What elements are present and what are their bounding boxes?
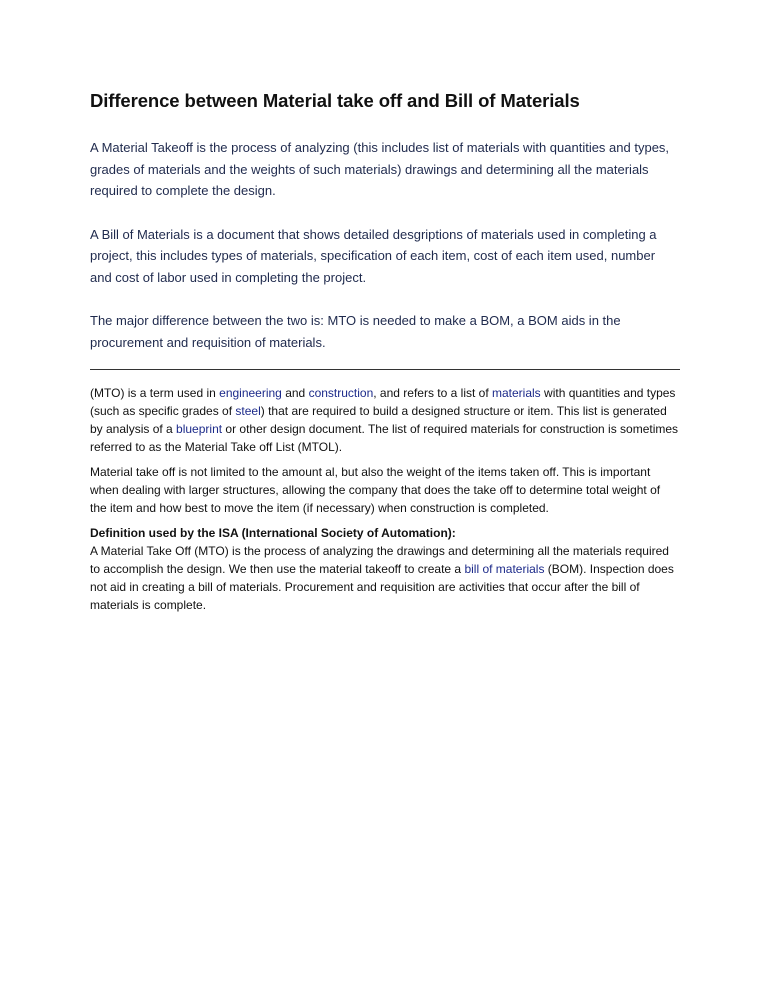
steel-link[interactable]: steel	[235, 404, 261, 418]
construction-link[interactable]: construction	[308, 386, 374, 400]
bom-definition-paragraph: A Bill of Materials is a document that shows detailed desgriptions of materials used in completing a project, this includes types of materials, specification of each item, cost of each item used, number and cost of labor used in completing the project.	[90, 226, 657, 285]
document-title: Difference between Material take off and Bill of Materials	[90, 90, 580, 111]
materials-link[interactable]: materials	[492, 386, 541, 400]
mto-text-b: and	[281, 386, 309, 400]
major-difference-paragraph: The major difference between the two is: MTO is needed to make a BOM, a BOM aids in the procurement and requisition of materials.	[90, 313, 621, 350]
takeoff-definition-paragraph: A Material Takeoff is the process of analyzing (this includes list of materials with quantities and types, grades of materials and the weights of such materials) drawings and determining all the materials required to complete the design.	[90, 140, 670, 198]
mto-term-paragraph	[90, 384, 680, 456]
isa-text-b: (BOM). Inspection does not aid in creating a bill of materials. Procurement and requisition are activities that occur after the bill of materials is complete.	[90, 562, 674, 612]
mto-text-c: , and refers to a list of	[373, 386, 492, 400]
mto-text-f: or other design document. The list of required materials for construction is sometimes referred to as the Material Take off List (MTOL).	[90, 422, 679, 454]
weight-paragraph: Material take off is not limited to the amount al, but also the weight of the items taken off. This is important when dealing with larger structures, allowing the company that does the take off to determine total weight of the item and how best to move the item (if necessary) when construction is completed.	[90, 465, 661, 515]
mto-text-d: with quantities and types (such as specific grades of	[90, 386, 676, 418]
document-content	[90, 88, 680, 614]
engineering-link[interactable]: engineering	[219, 386, 282, 400]
section-divider	[90, 369, 680, 370]
isa-heading: Definition used by the ISA (International Society of Automation):	[90, 526, 456, 540]
blueprint-link[interactable]: blueprint	[176, 422, 223, 436]
mto-text-e: ) that are required to build a designed structure or item. This list is generated by analysis of a	[90, 404, 667, 436]
isa-definition-paragraph	[90, 524, 680, 614]
mto-text-a: (MTO) is a term used in	[90, 386, 220, 400]
bill-of-materials-link[interactable]: bill of materials	[464, 562, 545, 576]
isa-text-a: A Material Take Off (MTO) is the process of analyzing the drawings and determining all the materials required to accomplish the design. We then use the material takeoff to create a	[90, 544, 669, 576]
